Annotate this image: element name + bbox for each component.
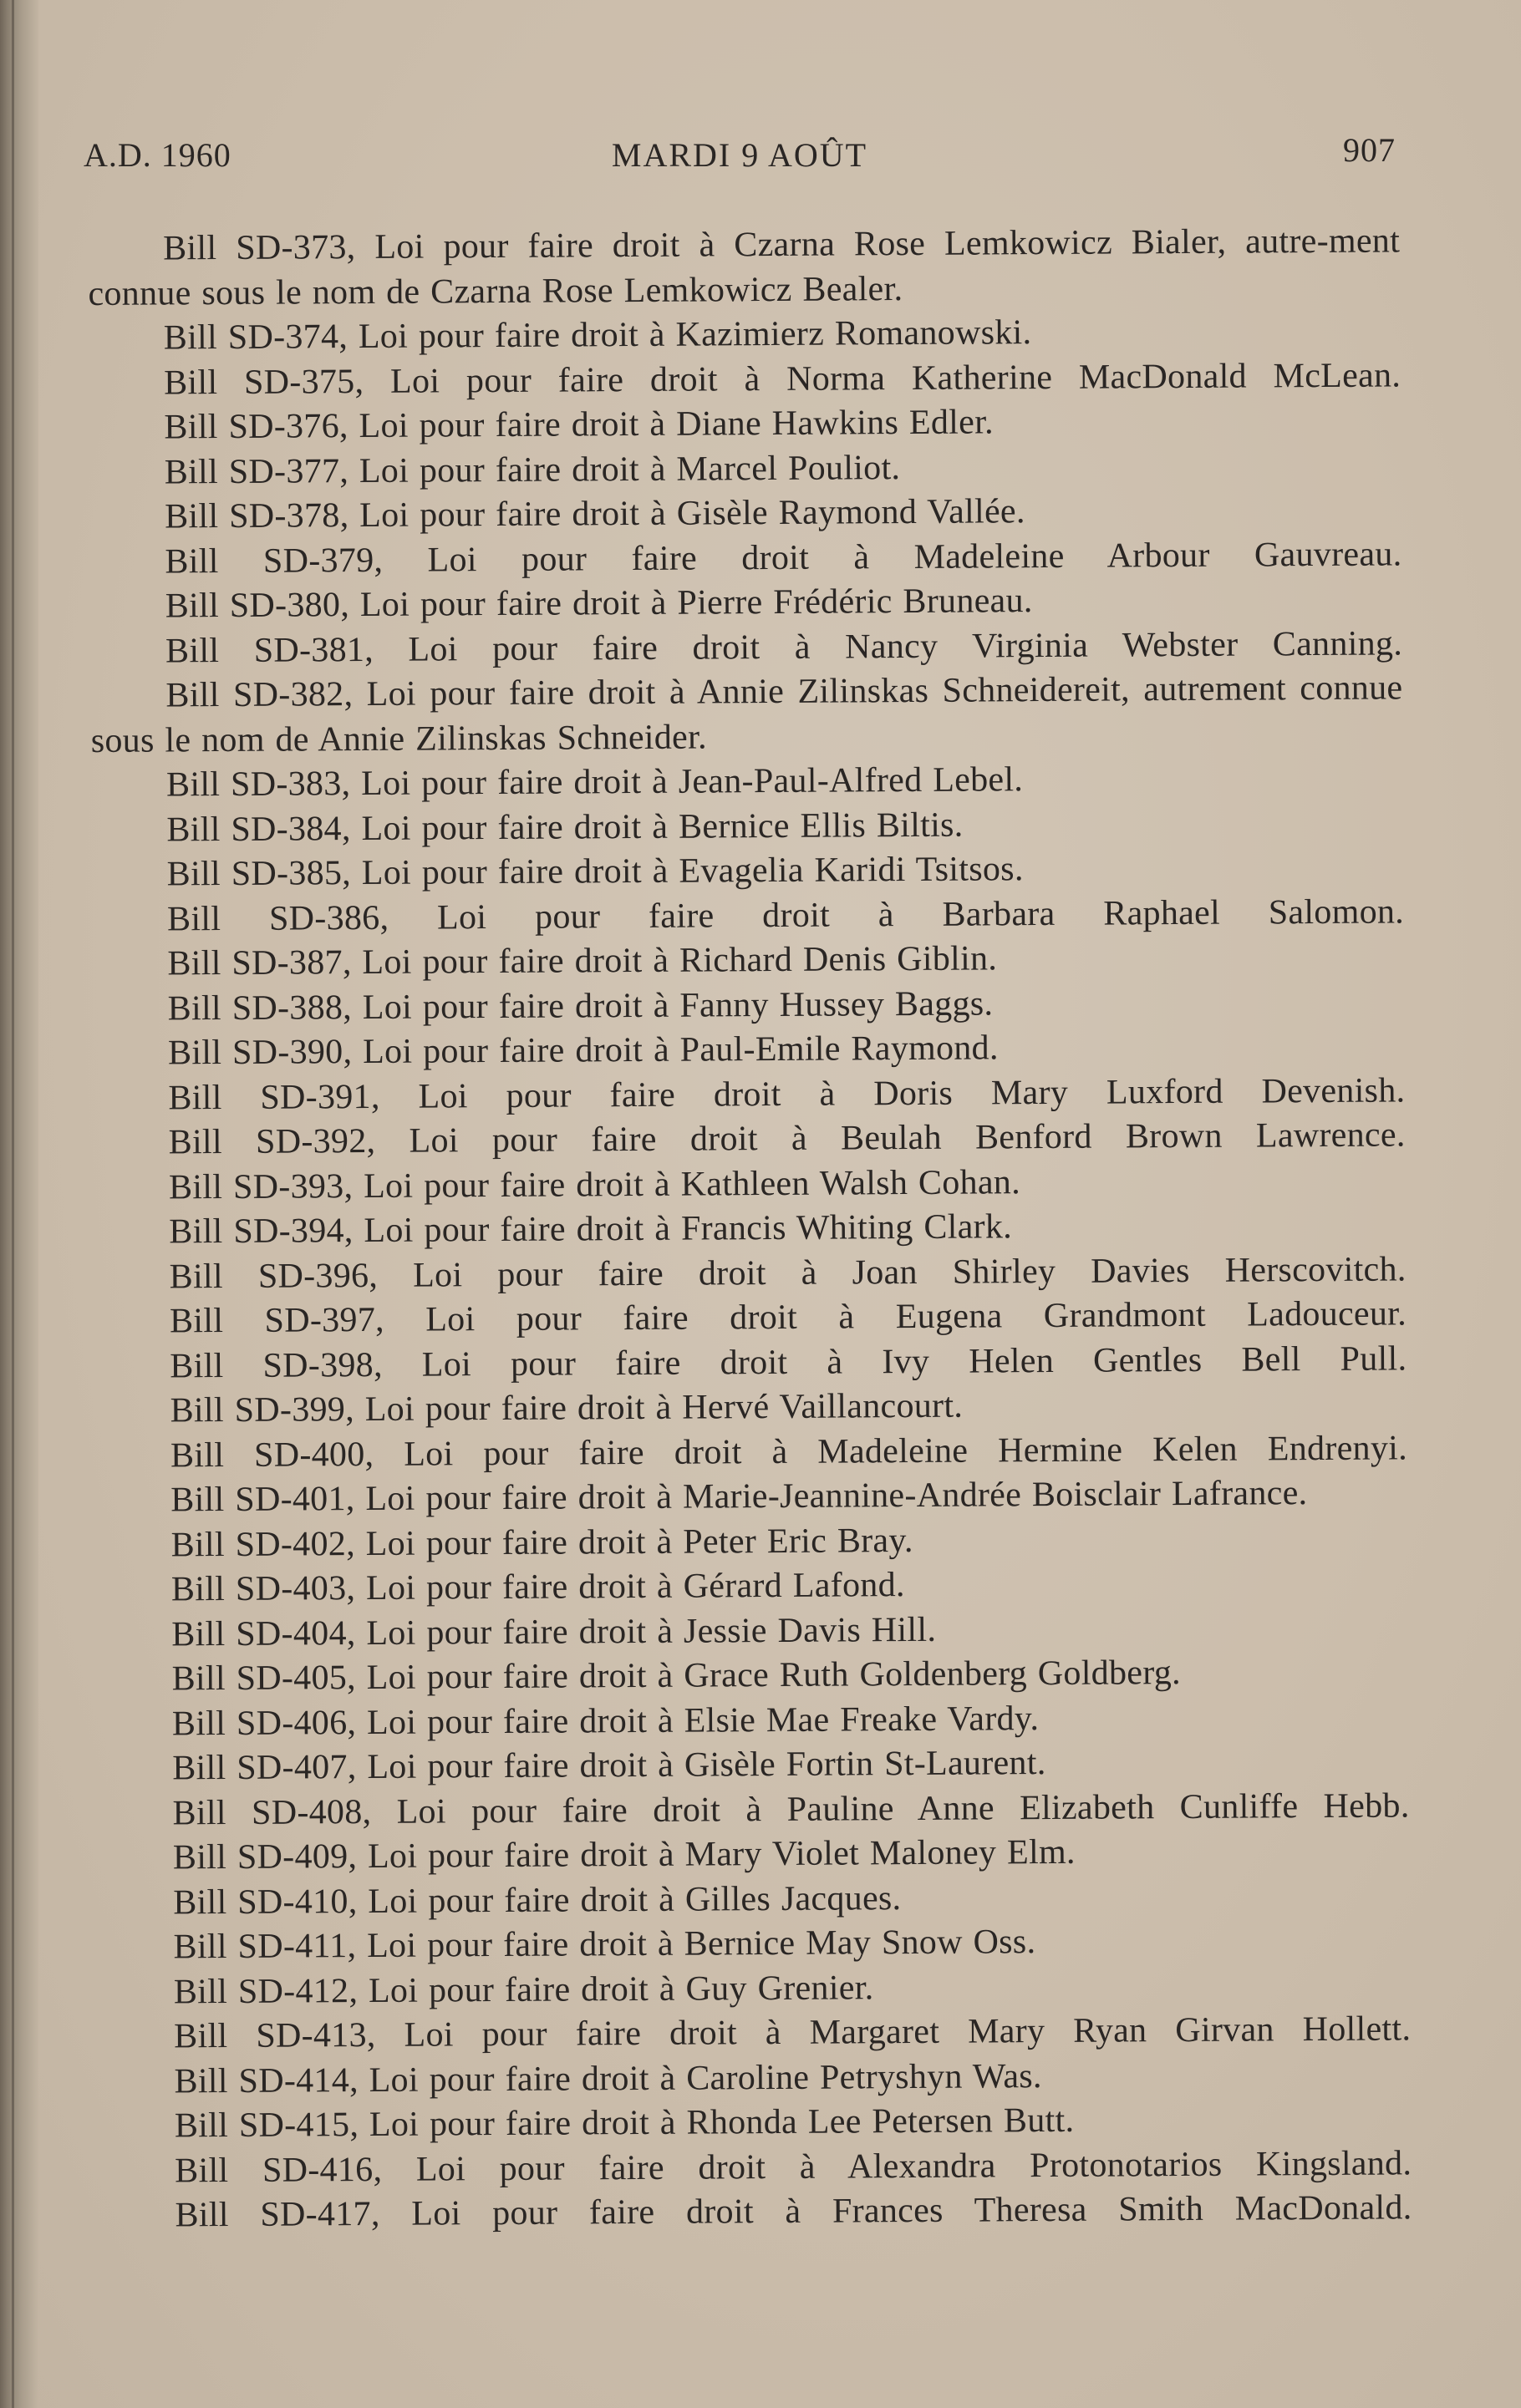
bill-entry: Bill SD-399, Loi pour faire droit à Hervé Vaillancourt. xyxy=(170,1386,964,1430)
bill-entry: Bill SD-380, Loi pour faire droit à Pierre Frédéric Bruneau. xyxy=(165,582,1033,626)
header-date: MARDI 9 AOÛT xyxy=(611,136,868,174)
bill-entry: Bill SD-408, Loi pour faire droit à Pauline Anne Elizabeth Cunliffe Hebb. xyxy=(172,1786,1410,1832)
page-binding-edge xyxy=(0,0,38,2408)
bill-entry: Bill SD-387, Loi pour faire droit à Richard Denis Giblin. xyxy=(167,939,998,983)
bill-entry: Bill SD-383, Loi pour faire droit à Jean-Paul-Alfred Lebel. xyxy=(165,760,1024,805)
bill-entry: Bill SD-390, Loi pour faire droit à Paul-Emile Raymond. xyxy=(167,1029,999,1073)
bill-entry: Bill SD-415, Loi pour faire droit à Rhonda Lee Petersen Butt. xyxy=(174,2101,1075,2146)
bill-entry: Bill SD-406, Loi pour faire droit à Elsie Mae Freake Vardy. xyxy=(171,1699,1040,1743)
bill-entry: Bill SD-413, Loi pour faire droit à Margaret Mary Ryan Girvan Hollett. xyxy=(174,2009,1412,2056)
bill-entry: Bill SD-385, Loi pour faire droit à Evagelia Karidi Tsitsos. xyxy=(166,850,1024,894)
bill-entry: Bill SD-375, Loi pour faire droit à Norma Katherine MacDonald McLean. xyxy=(163,355,1401,402)
bill-entry: Bill SD-398, Loi pour faire droit à Ivy Helen Gentles Bell Pull. xyxy=(170,1339,1407,1385)
bill-entry: Bill SD-401, Loi pour faire droit à Marie-Jeannine-Andrée Boisclair Lafrance. xyxy=(170,1474,1308,1520)
bill-entry: Bill SD-402, Loi pour faire droit à Peter Eric Bray. xyxy=(170,1521,913,1564)
bill-entry: Bill SD-411, Loi pour faire droit à Bernice May Snow Oss. xyxy=(173,1923,1036,1967)
bill-entry: Bill SD-405, Loi pour faire droit à Grace Ruth Goldenberg Goldberg. xyxy=(171,1654,1182,1699)
bill-entry: Bill SD-384, Loi pour faire droit à Bernice Ellis Biltis. xyxy=(166,805,964,849)
bill-entry: Bill SD-404, Loi pour faire droit à Jessie Davis Hill. xyxy=(171,1610,937,1654)
bill-entry: Bill SD-378, Loi pour faire droit à Gisèle Raymond Vallée. xyxy=(164,492,1025,536)
bill-entry: Bill SD-376, Loi pour faire droit à Diane Hawkins Edler. xyxy=(164,403,994,447)
header-year: A.D. 1960 xyxy=(84,136,231,174)
bill-entry: Bill SD-386, Loi pour faire droit à Barbara Raphael Salomon. xyxy=(166,892,1405,938)
bill-entry: Bill SD-377, Loi pour faire droit à Marcel Pouliot. xyxy=(164,448,901,491)
bill-list xyxy=(88,219,1412,2238)
bill-entry: Bill SD-397, Loi pour faire droit à Eugena Grandmont Ladouceur. xyxy=(169,1294,1407,1341)
bill-entry: Bill SD-403, Loi pour faire droit à Gérard Lafond. xyxy=(170,1566,905,1609)
bill-entry: Bill SD-412, Loi pour faire droit à Guy Grenier. xyxy=(173,1968,874,2011)
bill-entry: Bill SD-410, Loi pour faire droit à Gilles Jacques. xyxy=(173,1878,902,1922)
bill-entry: Bill SD-382, Loi pour faire droit à Annie Zilinskas Schneidereit, autrement connue sous le nom de Annie Zilinskas Schneider. xyxy=(90,668,1403,760)
page-header xyxy=(84,131,1396,185)
bill-entry: Bill SD-414, Loi pour faire droit à Caroline Petryshyn Was. xyxy=(174,2056,1042,2101)
bill-entry: Bill SD-407, Loi pour faire droit à Gisèle Fortin St-Laurent. xyxy=(172,1744,1046,1788)
bill-entry: Bill SD-392, Loi pour faire droit à Beulah Benford Brown Lawrence. xyxy=(168,1115,1406,1162)
bill-entry: Bill SD-417, Loi pour faire droit à Frances Theresa Smith MacDonald. xyxy=(175,2188,1412,2235)
bill-entry: Bill SD-381, Loi pour faire droit à Nancy Virginia Webster Canning. xyxy=(165,623,1403,670)
page-number: 907 xyxy=(1343,131,1396,169)
bill-entry: Bill SD-379, Loi pour faire droit à Madeleine Arbour Gauvreau. xyxy=(165,534,1402,581)
bill-entry: Bill SD-409, Loi pour faire droit à Mary Violet Maloney Elm. xyxy=(172,1832,1076,1877)
bill-entry: Bill SD-373, Loi pour faire droit à Czarna Rose Lemkowicz Bialer, autre-ment connue sous le nom de Czarna Rose Lemkowicz Bealer. xyxy=(88,221,1401,313)
bill-entry: Bill SD-391, Loi pour faire droit à Doris Mary Luxford Devenish. xyxy=(168,1070,1406,1117)
bill-entry: Bill SD-393, Loi pour faire droit à Kathleen Walsh Cohan. xyxy=(168,1162,1021,1207)
bill-entry: Bill SD-394, Loi pour faire droit à Francis Whiting Clark. xyxy=(169,1207,1013,1252)
bill-entry: Bill SD-374, Loi pour faire droit à Kazimierz Romanowski. xyxy=(163,313,1032,358)
bill-entry: Bill SD-388, Loi pour faire droit à Fanny Hussey Baggs. xyxy=(167,983,994,1028)
bill-entry: Bill SD-396, Loi pour faire droit à Joan Shirley Davies Herscovitch. xyxy=(169,1249,1407,1296)
page-binding-line xyxy=(12,0,14,2408)
bill-entry: Bill SD-400, Loi pour faire droit à Madeleine Hermine Kelen Endrenyi. xyxy=(170,1428,1408,1475)
bill-entry: Bill SD-416, Loi pour faire droit à Alexandra Protonotarios Kingsland. xyxy=(175,2143,1412,2190)
